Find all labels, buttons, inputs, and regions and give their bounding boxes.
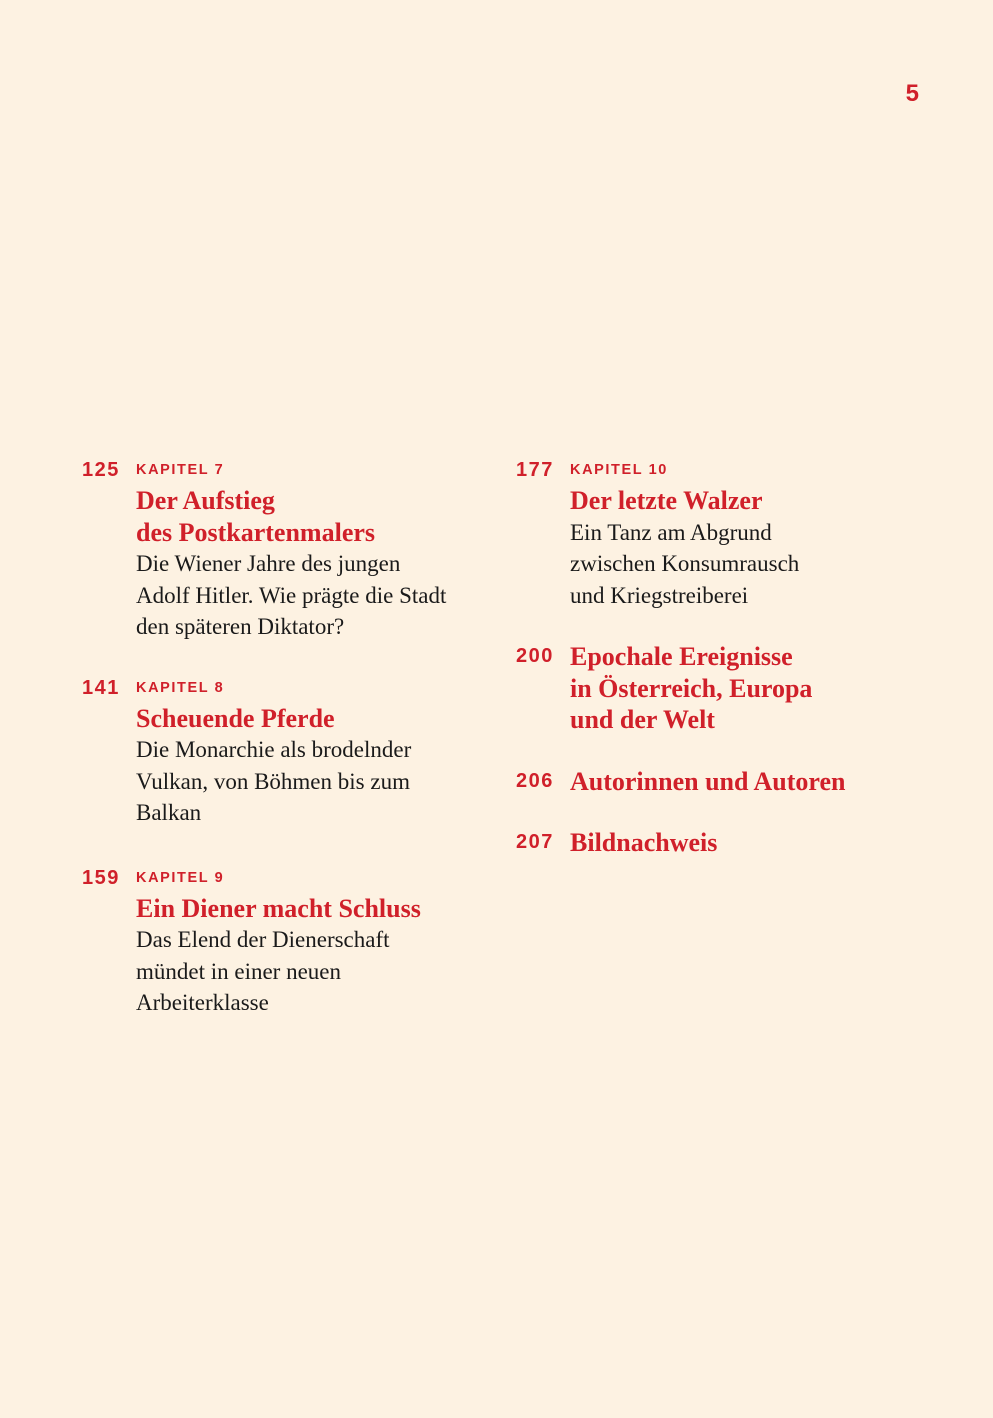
chapter-label: KAPITEL 9 <box>136 869 225 886</box>
toc-entry-chapter-9[interactable] <box>82 863 482 1019</box>
toc-page-number: 125 <box>82 459 120 481</box>
toc-page-number: 177 <box>516 459 554 481</box>
toc-entry-chapter-7[interactable] <box>82 455 482 643</box>
toc-page-number: 200 <box>516 645 554 667</box>
chapter-label: KAPITEL 7 <box>136 462 225 478</box>
section-title: Autorinnen und Autoren <box>570 766 846 796</box>
toc-page-number: 159 <box>82 866 120 889</box>
toc-page-number: 207 <box>516 831 554 853</box>
chapter-title: Der Aufstieg des Postkartenmalers <box>136 486 376 547</box>
chapter-title: Scheuende Pferde <box>136 703 335 733</box>
chapter-description: Ein Tanz am Abgrund zwischen Konsumrausch und Kriegstreiberei <box>570 519 800 608</box>
section-title: Bildnachweis <box>570 828 718 857</box>
chapter-description: Die Wiener Jahre des jungen Adolf Hitler. Wie prägte die Stadt den späteren Diktator? <box>136 551 447 639</box>
toc-entry-chapter-8[interactable] <box>82 673 482 829</box>
toc-column-left <box>82 455 482 1019</box>
toc-entry-autorinnen[interactable] <box>516 766 936 798</box>
chapter-label: KAPITEL 8 <box>136 679 225 696</box>
page-number: 5 <box>905 80 919 107</box>
chapter-title: Ein Diener macht Schluss <box>136 893 421 923</box>
toc-entry-chapter-10[interactable] <box>516 455 936 611</box>
chapter-description: Die Monarchie als brodelnder Vulkan, von Böhmen bis zum Balkan <box>136 737 412 825</box>
toc-entry-epochale-ereignisse[interactable] <box>516 641 936 736</box>
chapter-description: Das Elend der Dienerschaft mündet in einer neuen Arbeiterklasse <box>136 927 390 1015</box>
toc-page-number: 141 <box>82 676 120 699</box>
toc-page-number: 206 <box>516 769 554 792</box>
toc-column-right <box>516 455 936 859</box>
toc-entry-bildnachweis[interactable] <box>516 827 936 859</box>
section-title: Epochale Ereignisse in Österreich, Europa und der Welt <box>570 642 813 734</box>
chapter-label: KAPITEL 10 <box>570 462 668 478</box>
chapter-title: Der letzte Walzer <box>570 486 763 515</box>
